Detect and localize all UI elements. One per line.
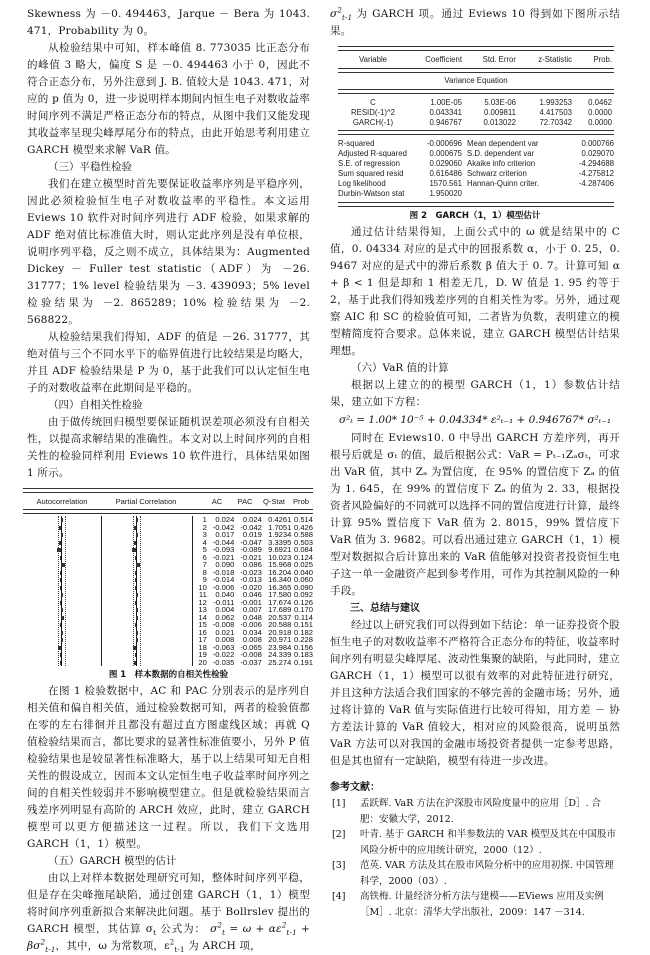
cell-l1: Log likelihood [338,178,386,188]
reference-text: 叶青. 基于 GARCH 和半参数法的 VAR 模型及其在中国股市风险分析中的应用统计研究，2000（12）. [360,829,617,856]
ac-bar [59,526,61,530]
cell-prob: 0.182 [293,627,313,637]
pac-bar [135,653,137,657]
pac-bar [135,571,137,575]
cell-pac: -0.047 [240,537,262,547]
correlogram-row [195,659,313,667]
paragraph-adf-result: 从检验结果我们得知，ADF 的值是 －26. 31777，其绝对值与三个不同水平下的临界值进行比较结果是均略大，并且 ADF 检验结果是 P 为 0，基于此我们可以认定恒生电子的对数收益率在此期间是平稳的。 [27,331,310,394]
cell-v2: -4.275812 [578,168,614,178]
garch-stat-row [338,148,614,158]
pac-bar [134,541,136,545]
cell-lag: 5 [202,545,207,555]
cell-z: 4.417503 [539,107,572,117]
reference-number: [3] [332,860,346,871]
cell-v1: 0.000675 [429,148,462,158]
cell-lag: 16 [198,627,207,637]
cell-lag: 19 [198,650,207,660]
pac-bar [134,661,136,665]
cell-q: 17.580 [268,590,292,600]
cell-q: 1.7051 [268,522,292,532]
figure1-caption: 图 1 样本数据的自相关性检验 [108,670,229,680]
ac-bar [61,593,63,597]
cell-lag: 3 [202,530,207,540]
garch-coef-row [338,117,614,127]
cell-z: 72.70342 [539,117,572,127]
garch-coef-row [338,97,614,107]
ac-bar [61,518,63,522]
ac-bar [58,646,61,650]
reference-number: [4] [332,891,346,902]
ac-bar [61,533,63,537]
paragraph-var-intro: 根据以上建立的的模型 GARCH（1，1）参数估计结果，建立如下方程： [330,379,620,408]
correlogram-header [23,493,313,509]
cell-lag: 15 [198,620,207,630]
section-heading-garch: （五）GARCH 模型的估计 [48,855,177,867]
cell-prob: 0.514 [293,515,313,525]
cell-lag: 1 [202,515,207,525]
cell-lag: 17 [198,635,207,645]
paragraph-var-calculation: 同时在 Eviews10. 0 中导出 GARCH 方差序列，再开根号后就是 σₜ 的值，最后根据公式：VaR = Pₜ₋₁Zₐσₜ，可求出 VaR 值，其中 Zₐ 为置信度，在 95% 的置信度下 Zₐ 的值为 1. 645，在 99% 的置信度下 Zₐ 的值为 2. 33，根据投资者风险偏好的不同就可以选择不同的置信度进行计算，最终计算 95% 置信度下 VaR 值为 2. 8015，99% 置信度下 VaR 值为 3. 9682。可以看出通过建立 GARCH（1，1）模型对数据拟合后计算出来的 VaR 值能够对投资者投资恒生电子这一单一金融资产起到参考作用，可作为其控制风险的一种手段。 [330,432,620,597]
pac-bar [136,593,138,597]
pac-bar [135,586,137,590]
paragraph-estimation-result: 通过估计结果得知，上面公式中的 ω 就是结果中的 C 值，0. 04334 对应的是式中的回报系数 α，小于 0. 25，0. 9467 对应的是式中的滞后系数 β 值大于 0. 7。计算可知 α + β < 1 但是却和 1 相差无几，D. W 值是 1. 95 约等于 2，基于此我们得知残差序列的自相关性为零。另外，通过观察 AIC 和 SC 的检验值可知，二者皆为负数，表明建立的模型精简度符合要求。总体来说，建立 GARCH 模型估计结果理想。 [330,226,620,357]
cell-v1: 1.950020 [429,188,462,198]
cell-lag: 7 [202,560,207,570]
cell-v1: 1570.561 [429,178,462,188]
garch-stat-row [338,178,614,188]
header-autocorrelation: Autocorrelation [36,496,88,506]
garch-estimation-table [338,46,614,207]
ac-bar [61,563,65,567]
cell-pac: 0.019 [242,530,262,540]
cell-prob: 0.114 [294,612,313,622]
cell-ac: -0.006 [212,582,235,592]
cell-pac: -0.001 [240,597,262,607]
cell-p: 0.0462 [588,97,612,107]
cell-prob: 0.503 [293,537,313,547]
cell-ac: -0.093 [212,545,235,555]
cell-pac: 0.008 [242,635,262,645]
garch-stat-row [338,188,614,198]
ac-bar [60,661,62,665]
cell-lag: 11 [198,590,207,600]
references-title: 参考文献： [330,782,380,793]
cell-coef: 0.043341 [429,107,462,117]
cell-prob: 0.183 [293,650,313,660]
cell-ac: -0.014 [212,575,235,585]
ac-bar [60,601,62,605]
paragraph-conclusion: 经过以上研究我们可以得到如下结论：单一证券投资个股恒生电子的对数收益率不严格符合正态分布的特征，收益率时间序列有明显尖峰厚尾、波动性集聚的缺陷，与此同时，建立 GARCH（1，1）模型可以很有效率的对此特征进行研究，并且这种方法适合我们国家的不够完善的金融市场；另外，通过将计算的 VaR 值与实际值进行比较可得知，用方差 － 协方差法计算的 VaR 值较大，相对应的风险很高，说明虽然 VaR 方法可以对我国的金融市场投资者提供一定参考思路，但是其也留有一定缺陷，模型有待进一步改进。 [330,619,620,767]
cell-coef: 1.00E-05 [430,97,462,107]
cell-l1: Adjusted R-squared [338,148,407,158]
cell-prob: 0.191 [293,657,313,667]
pac-bar [135,578,137,582]
cell-ac: 0.017 [215,530,235,540]
cell-pac: -0.037 [240,657,262,667]
pac-bar [136,616,138,620]
pac-bar [136,638,138,642]
cell-l2: Mean dependent var [467,138,539,148]
cell-pac: -0.020 [240,582,262,592]
cell-lag: 13 [198,605,207,615]
cell-l1: S.E. of regression [338,158,400,168]
reference-item [330,889,620,920]
pac-bar-column [102,516,192,666]
section-heading-stationarity: （三）平稳性检验 [48,161,132,173]
cell-v1: 0.029060 [429,158,462,168]
cell-q: 20.918 [268,627,292,637]
cell-q: 20.588 [268,620,292,630]
header-qstat: Q-Stat [263,496,285,506]
cell-q: 24.339 [268,650,292,660]
cell-lag: 12 [198,597,207,607]
ac-bar [61,616,64,620]
cell-ac: -0.011 [213,597,235,607]
cell-p: 0.0000 [588,107,612,117]
cell-lag: 10 [198,582,207,592]
cell-z: 1.993253 [539,97,572,107]
correlogram-mid-rule [23,509,313,514]
cell-q: 17.674 [268,597,292,607]
cell-prob: 0.151 [293,620,313,630]
section-heading-var: （六）VaR 值的计算 [351,362,449,374]
cell-l2: Akaike info criterion [467,158,536,168]
cell-var: C [370,97,376,107]
cell-ac: -0.035 [212,657,235,667]
paragraph-autocorr-analysis: 在图 1 检验数据中，AC 和 PAC 分别表示的是序列自相关值和偏自相关值，通过检验数据可知，两者的检验值都在零的左右徘徊并且都没有超过直方图虚线区域；再就 Q 值检验结果而言，都比要求的显著性标准值要小，另外 P 值检验结果也是较显著性标准略大，基于以上结果可知无自相关性的假设成立，因而本文认定恒生电子收益率时间序列之间的自相关性较弱并不影响模型建立。但是就检验结果而言残差序列明显有高阶的 ARCH 效应，此时，建立 GARCH 模型可以更方便描述这一过程。所以，我们下文选用 GARCH（1，1）模型。 [27,685,310,850]
cell-prob: 0.040 [293,567,313,577]
cell-lag: 4 [202,537,207,547]
pac-bar [135,556,137,560]
cell-pac: 0.007 [242,605,262,615]
reference-number: [2] [332,829,346,840]
paragraph-skewness: Skewness 为 －0. 494463，Jarque － Bera 为 1043. 471，Probability 为 0。 [27,8,310,37]
ac-bar [60,578,62,582]
cell-prob: 0.156 [293,642,313,652]
header-pac: PAC [237,496,253,506]
cell-q: 25.274 [268,657,292,667]
cell-q: 9.6921 [268,545,292,555]
paragraph-autocorr-intro: 由于做传统回归模型要保证随机误差项必须没有自相关性，以提高求解结果的准确性。本文对以上时间序列的自相关性的检验同样利用 Eviews 10 软件进行，具体结果如图 1 所示。 [27,416,310,479]
ac-bar [60,556,62,560]
cell-prob: 0.126 [293,597,313,607]
reference-item [330,858,620,889]
cell-prob: 0.170 [293,605,313,615]
reference-number: [1] [332,798,346,809]
pac-bar [136,631,138,635]
cell-var: GARCH(-1) [352,117,394,127]
pac-bar [136,608,138,612]
cell-ac: 0.008 [215,635,235,645]
ac-bar [60,653,62,657]
paragraph-normality: 从检验结果中可知，样本峰值 8. 773035 比正态分布的峰值 3 略大，偏度 S 是 －0. 494463 小于 0，因此不符合正态分布，另外注意到 J. B. 值较大是 1043. 471，对应的 p 值为 0，进一步说明样本期间内恒生电子对数收益率时间序列不满足严格正态分布的特点，从图中我们又能发现其收益率呈现尖峰厚尾分布的特点，由此开始思考利用建立 GARCH 模型来求解 VaR 值。 [27,42,310,156]
cell-v2: -4.287406 [578,178,614,188]
cell-v2: 0.029070 [581,148,614,158]
pac-bar [134,526,136,530]
cell-prob: 0.090 [293,582,313,592]
ac-bar [61,638,63,642]
cell-lag: 14 [198,612,207,622]
garch-stat-row [338,158,614,168]
pac-bar [136,518,138,522]
cell-ac: 0.062 [215,612,235,622]
ac-bar [59,541,61,545]
cell-lag: 6 [202,552,207,562]
cell-lag: 2 [202,522,207,532]
cell-l2: Schwarz criterion [467,168,527,178]
cell-pac: -0.008 [240,650,262,660]
cell-q: 0.4261 [268,515,292,525]
reference-item [330,796,620,827]
cell-coef: 0.946767 [429,117,462,127]
garch-stat-row [338,168,614,178]
reference-item [330,827,620,858]
cell-v2: 0.000766 [581,138,614,148]
cell-q: 16.340 [268,575,292,585]
cell-pac: 0.086 [242,560,262,570]
garch-formula: $\sigma^2_t = \omega + \alpha\varepsilon^2_{t-1} + \beta\sigma^2_{t-1}$ [27,921,310,955]
cell-q: 23.984 [268,642,292,652]
cell-l2: S.D. dependent var [467,148,535,158]
ac-bar [60,586,62,590]
cell-ac: -0.008 [212,620,235,630]
section-heading-conclusion: 三、总结与建议 [350,603,420,614]
cell-prob: 0.084 [293,545,313,555]
section-heading-autocorrelation: （四）自相关性检验 [48,399,143,411]
cell-ac: -0.022 [212,650,235,660]
cell-l1: Durbin-Watson stat [338,188,405,198]
cell-pac: -0.006 [240,620,262,630]
cell-ac: 0.024 [215,515,235,525]
references-list [330,796,620,920]
cell-prob: 0.588 [293,530,313,540]
cell-pac: -0.021 [240,552,262,562]
cell-prob: 0.228 [293,635,313,645]
var-equation: σ²ₜ = 1.00* 10⁻⁵ + 0.04334* ε²ₜ₋₁ + 0.946767* σ²ₜ₋₁ [338,414,612,426]
garch-coef-row [338,107,614,117]
cell-lag: 18 [198,642,207,652]
cell-q: 16.204 [268,567,292,577]
cell-ac: -0.044 [212,537,235,547]
garch-table-header: Variable Coefficient Std. Error z-Statistic Prob. [358,55,612,64]
cell-pac: -0.042 [240,522,262,532]
variance-equation-label: Variance Equation [444,76,508,85]
ac-bar [61,608,63,612]
paragraph-garch-intro: 由以上对样本数据处理研究可知，整体时间序列平稳，但是存在尖峰拖尾缺陷，通过创建 GARCH（1，1）模型将时间序列重新拟合来解决此问题。基于 Bollrslev 提出的 GARCH 模型，其估算 $\sigma_t$ 公式为： $\sigma^2_t = \omega + \alpha\varepsilon^2_{t-1} + \beta\sigma^2_{t-1}$，其中，ω 为常数项，$\varepsilon^2_{t-1}$ 为 ARCH 项， [27,872,310,955]
cell-q: 15.968 [268,560,292,570]
correlogram-figure [23,488,313,666]
cell-l1: R-squared [338,138,375,148]
cell-ac: -0.021 [212,552,235,562]
reference-text: 范英. VAR 方法及其在股市风险分析中的应用初探. 中国管理科学，2000（03）. [360,860,614,887]
cell-lag: 20 [198,657,207,667]
right-column [330,0,620,920]
cell-prob: 0.025 [293,560,313,570]
ac-bar [57,548,61,552]
cell-lag: 9 [202,575,207,585]
reference-text: 孟跃辉. VaR 方法在沪深股市风险度量中的应用［D］. 合肥：安徽大学，2012. [360,798,602,825]
cell-pac: -0.065 [240,642,262,652]
cell-lag: 8 [202,567,207,577]
cell-var: RESID(-1)^2 [351,107,395,117]
cell-se: 0.013022 [483,117,516,127]
cell-l2: Hannan-Quinn criter. [467,178,539,188]
cell-q: 20.537 [268,612,292,622]
cell-l1: Sum squared resid [338,168,404,178]
header-prob: Prob [292,496,310,506]
cell-p: 0.0000 [588,117,612,127]
cell-q: 3.3395 [268,537,292,547]
cell-prob: 0.426 [293,522,313,532]
cell-v1: -0.000696 [426,138,462,148]
cell-se: 0.009811 [484,107,516,117]
garch-stat-row [338,138,614,148]
correlogram-stats [192,516,313,666]
cell-ac: 0.021 [215,627,235,637]
cell-pac: -0.023 [240,567,262,577]
ac-bar-column [23,516,99,666]
pac-bar [132,548,136,552]
pac-bar [136,563,140,567]
pac-bar [135,623,137,627]
cell-se: 5.03E-06 [484,97,516,107]
cell-ac: -0.042 [212,522,235,532]
cell-pac: -0.089 [240,545,262,555]
paragraph-adf: 我们在建立模型时首先要保证收益率序列是平稳序列，因此必须检验恒生电子对数收益率的平稳性。本文运用 Eviews 10 软件对时间序列进行 ADF 检验，如果求解的 ADF 绝对值比标准值大时，则认定此序列是没有单位根，说明序列平稳，反之则不成立，具体结果为：Augmented Dickey － Fuller test statistic（ADF）为 －26. 31777；1% level 检验结果为 －3. 439093；5% level 检验结果为 －2. 865289；10% 检验结果为 －2. 568822。 [27,178,310,326]
cell-q: 10.023 [268,552,292,562]
cell-pac: 0.048 [242,612,262,622]
paragraph-garch-term: $\sigma^2_{t-1}$ 为 GARCH 项。通过 Eviews 10 得到如下图所示结果。 [330,6,620,37]
cell-q: 16.365 [268,582,292,592]
ac-bar [60,623,62,627]
pac-bar [135,601,137,605]
cell-q: 17.689 [268,605,292,615]
ac-bar [61,631,63,635]
cell-prob: 0.092 [293,590,313,600]
cell-pac: 0.034 [242,627,262,637]
cell-q: 20.971 [268,635,292,645]
left-column [27,0,313,955]
pac-bar [136,533,138,537]
pac-bar [133,646,136,650]
cell-v2: -4.294688 [578,158,614,168]
cell-ac: 0.040 [215,590,235,600]
cell-ac: -0.063 [212,642,235,652]
cell-prob: 0.124 [293,552,313,562]
reference-text: 高铁梅. 计量经济分析方法与建模——EViews 应用及实例［M］. 北京：清华大学出版社，2009：147 －314. [360,891,604,918]
cell-v1: 0.616486 [429,168,462,178]
cell-ac: 0.090 [215,560,235,570]
cell-pac: 0.046 [242,590,262,600]
cell-prob: 0.060 [293,575,313,585]
cell-pac: -0.013 [240,575,262,585]
header-ac: AC [211,496,223,506]
cell-pac: 0.024 [242,515,262,525]
header-partial-correlation: Partial Correlation [115,496,177,506]
cell-q: 1.9234 [268,530,292,540]
cell-ac: -0.018 [212,567,235,577]
ac-bar [60,571,62,575]
cell-ac: 0.004 [215,605,235,615]
figure2-caption: 图 2 GARCH（1，1）模型估计 [409,211,541,221]
